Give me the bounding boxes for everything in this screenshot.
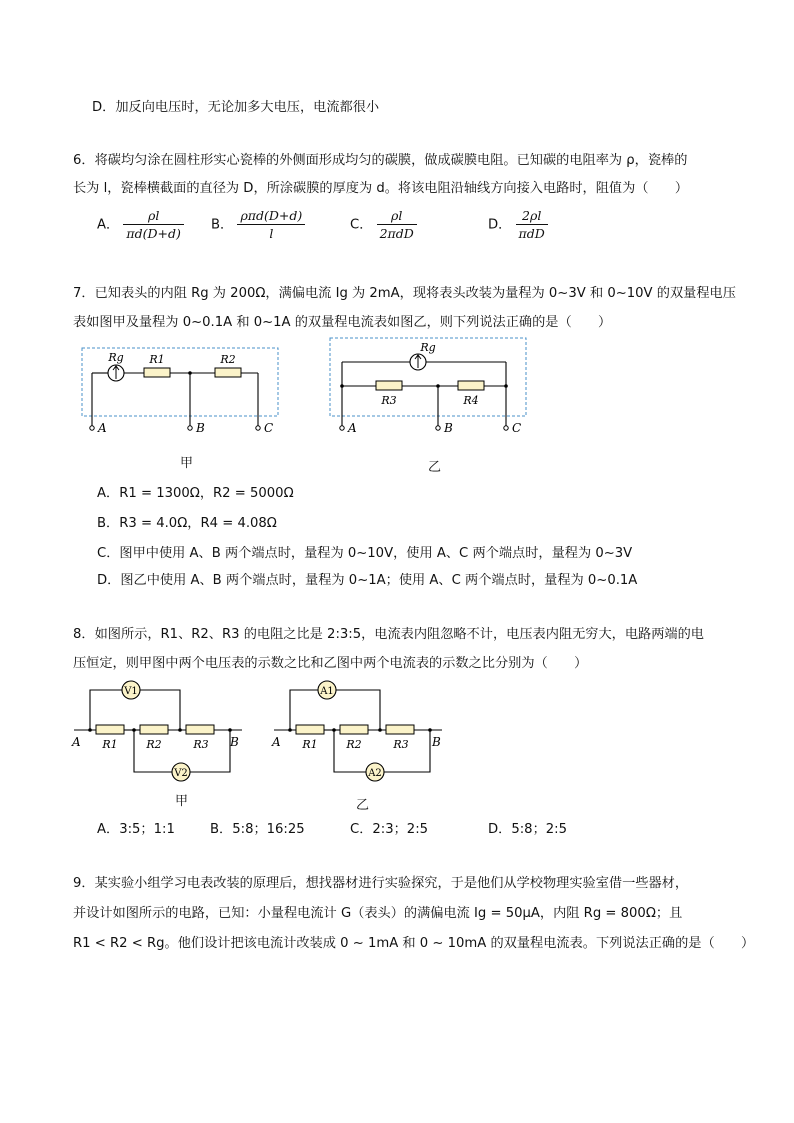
option-label: B． [211, 217, 234, 233]
q7-caption-yi: 乙 [428, 460, 442, 475]
q6-option-b [211, 208, 305, 241]
label-r2: R2 [346, 738, 362, 751]
resistor-r2 [215, 368, 241, 377]
label-r1: R1 [102, 738, 118, 751]
fraction [516, 208, 548, 241]
label-r3: R3 [193, 738, 209, 751]
label-r1: R1 [149, 353, 165, 366]
label-c: C [264, 421, 274, 435]
q8-option-c: C．2:3；2:5 [350, 822, 429, 837]
label-a2: A2 [368, 768, 382, 779]
label-r1: R1 [302, 738, 318, 751]
label-v1: V1 [124, 686, 138, 697]
denominator: 2πdD [379, 226, 414, 241]
q5-option-d: D．加反向电压时，无论加多大电压，电流都很小 [92, 100, 380, 115]
q7-option-c: C．图甲中使用 A、B 两个端点时，量程为 0~10V，使用 A、C 两个端点时，量程为 0~3V [97, 546, 633, 561]
label-a1: A1 [320, 686, 334, 697]
q8-stem-line2: 压恒定，则甲图中两个电压表的示数之比和乙图中两个电流表的示数之比分别为（ ） [73, 656, 588, 671]
label-c: C [512, 421, 522, 435]
numerator: ρπd(D+d) [237, 208, 305, 225]
numerator: ρl [377, 208, 417, 225]
option-label: C． [350, 217, 373, 233]
denominator: l [269, 226, 274, 241]
resistor-r3 [186, 725, 214, 734]
q7-option-d: D．图乙中使用 A、B 两个端点时，量程为 0~1A；使用 A、C 两个端点时，量程为 0~0.1A [97, 573, 638, 588]
q8-option-d: D．5:8；2:5 [488, 822, 567, 837]
q8-caption-jia: 甲 [175, 794, 189, 809]
resistor-r1 [296, 725, 324, 734]
resistor-r3 [376, 381, 402, 390]
q6-option-c [350, 208, 417, 241]
denominator: πdD [518, 226, 545, 241]
label-rg: Rg [420, 341, 436, 354]
resistor-r4 [458, 381, 484, 390]
q6-stem-line1: 6．将碳均匀涂在圆柱形实心瓷棒的外侧面形成均匀的碳膜，做成碳膜电阻。已知碳的电阻率为 ρ，瓷棒的 [73, 153, 688, 168]
option-label: D． [488, 217, 512, 233]
label-b: B [196, 421, 205, 435]
label-b: B [230, 735, 239, 749]
q6-option-d [488, 208, 548, 241]
q8-option-b: B．5:8；16:25 [210, 822, 305, 837]
fraction [123, 208, 183, 241]
resistor-r2 [340, 725, 368, 734]
resistor-r2 [140, 725, 168, 734]
denominator: πd(D+d) [126, 226, 181, 241]
numerator: ρl [123, 208, 183, 225]
label-r4: R4 [463, 394, 479, 407]
fraction [377, 208, 417, 241]
label-a: A [272, 735, 281, 749]
q6-option-a [97, 208, 184, 241]
q6-stem-line2: 长为 l，瓷棒横截面的直径为 D，所涂碳膜的厚度为 d。将该电阻沿轴线方向接入电路时，阻值为（ ） [73, 181, 689, 196]
label-r3: R3 [381, 394, 397, 407]
resistor-r1 [144, 368, 170, 377]
option-label: A． [97, 217, 120, 233]
q8-option-a: A．3:5；1:1 [97, 822, 175, 837]
q7-option-a: A．R1 = 1300Ω，R2 = 5000Ω [97, 486, 294, 501]
label-v2: V2 [174, 768, 188, 779]
q8-circuit-jia [70, 676, 250, 786]
fraction [237, 208, 305, 241]
label-r2: R2 [146, 738, 162, 751]
q9-stem-line2: 并设计如图所示的电路，已知：小量程电流计 G（表头）的满偏电流 Ig = 50μA，内阻 Rg = 800Ω；且 [73, 906, 683, 921]
resistor-r1 [96, 725, 124, 734]
q7-caption-jia: 甲 [180, 456, 194, 471]
q8-caption-yi: 乙 [356, 798, 370, 813]
q8-circuit-yi [270, 676, 450, 786]
q8-stem-line1: 8．如图所示，R1、R2、R3 的电阻之比是 2:3:5，电流表内阻忽略不计，电压表内阻无穷大，电路两端的电 [73, 627, 704, 642]
resistor-r3 [386, 725, 414, 734]
numerator: 2ρl [516, 208, 548, 225]
q7-circuit-jia [80, 340, 285, 440]
label-rg: Rg [108, 351, 124, 364]
label-b: B [444, 421, 453, 435]
q7-option-b: B．R3 = 4.0Ω，R4 = 4.08Ω [97, 516, 277, 531]
q7-stem-line1: 7．已知表头的内阻 Rg 为 200Ω，满偏电流 Ig 为 2mA，现将表头改装为量程为 0~3V 和 0~10V 的双量程电压 [73, 286, 736, 301]
q9-stem-line3: R1 < R2 < Rg。他们设计把该电流计改装成 0 ~ 1mA 和 0 ~ 10mA 的双量程电流表。下列说法正确的是（ ） [73, 936, 755, 951]
label-a: A [98, 421, 107, 435]
label-a: A [72, 735, 81, 749]
label-b: B [432, 735, 441, 749]
label-r2: R2 [220, 353, 236, 366]
label-a: A [348, 421, 357, 435]
label-r3: R3 [393, 738, 409, 751]
q9-stem-line1: 9．某实验小组学习电表改装的原理后，想找器材进行实验探究，于是他们从学校物理实验室借一些器材， [73, 876, 689, 891]
q7-stem-line2: 表如图甲及量程为 0~0.1A 和 0~1A 的双量程电流表如图乙，则下列说法正确的是（ ） [73, 315, 612, 330]
q7-circuit-yi [328, 334, 533, 440]
